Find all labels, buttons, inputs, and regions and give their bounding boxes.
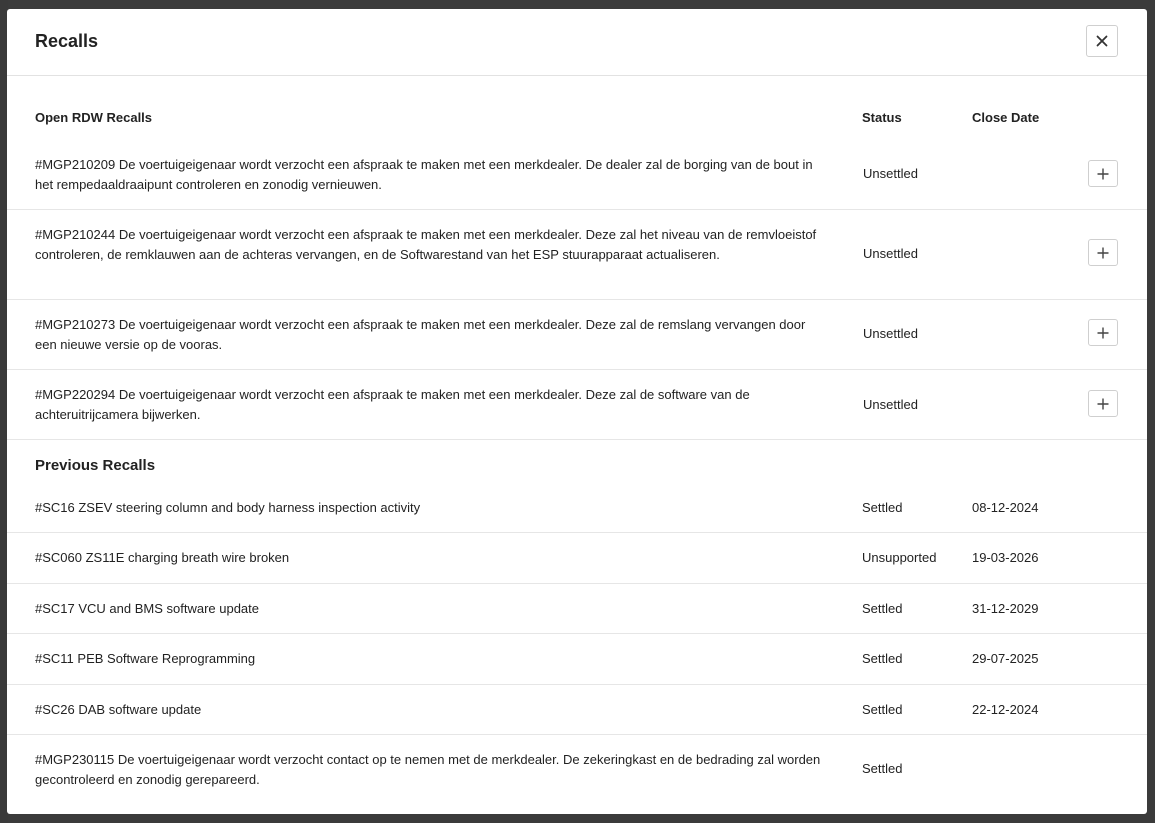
recall-status: Settled bbox=[862, 702, 903, 717]
recall-description: #MGP210209 De voertuigeigenaar wordt verzocht een afspraak te maken met een merkdealer. De dealer zal de borging van de bout in het rempedaaldraaipunt controleren en zonodig vernieuwen. bbox=[35, 157, 813, 192]
recall-description: #SC060 ZS11E charging breath wire broken bbox=[35, 550, 290, 565]
plus-icon bbox=[1097, 247, 1109, 259]
open-recall-row bbox=[7, 300, 1147, 370]
recall-close-date: 08-12-2024 bbox=[972, 500, 1039, 515]
recall-description: #MGP210273 De voertuigeigenaar wordt verzocht een afspraak te maken met een merkdealer. Deze zal de remslang vervangen door een nieuwe versie op de vooras. bbox=[35, 317, 806, 352]
add-recall-button[interactable] bbox=[1088, 390, 1118, 417]
recall-description: #SC11 PEB Software Reprogramming bbox=[35, 651, 256, 666]
recall-status: Unsettled bbox=[863, 246, 918, 261]
recall-description: #SC16 ZSEV steering column and body harness inspection activity bbox=[35, 500, 421, 515]
recall-status: Settled bbox=[862, 601, 903, 616]
open-recall-row bbox=[7, 145, 1147, 210]
recall-status: Unsettled bbox=[863, 326, 918, 341]
close-icon bbox=[1096, 35, 1108, 47]
previous-recall-row bbox=[7, 735, 1147, 805]
add-recall-button[interactable] bbox=[1088, 160, 1118, 187]
add-recall-button[interactable] bbox=[1088, 319, 1118, 346]
status-column-header: Status bbox=[862, 110, 902, 125]
open-recall-row bbox=[7, 210, 1147, 300]
recall-description: #SC17 VCU and BMS software update bbox=[35, 601, 260, 616]
add-recall-button[interactable] bbox=[1088, 239, 1118, 266]
previous-recall-row bbox=[7, 483, 1147, 533]
modal-header bbox=[7, 9, 1147, 76]
recall-status: Unsettled bbox=[863, 397, 918, 412]
recall-description: #MGP230115 De voertuigeigenaar wordt verzocht contact op te nemen met de merkdealer. De zekeringkast en de bedrading zal worden gecontroleerd en zonodig gerepareerd. bbox=[35, 752, 821, 787]
recall-status: Unsupported bbox=[862, 550, 937, 565]
open-recall-row bbox=[7, 370, 1147, 440]
previous-recall-row bbox=[7, 685, 1147, 735]
recall-description: #SC26 DAB software update bbox=[35, 702, 202, 717]
previous-recalls-heading: Previous Recalls bbox=[35, 457, 156, 474]
recall-close-date: 31-12-2029 bbox=[972, 601, 1039, 616]
open-recalls-heading: Open RDW Recalls bbox=[35, 110, 153, 125]
previous-recall-row bbox=[7, 584, 1147, 634]
recall-description: #MGP210244 De voertuigeigenaar wordt verzocht een afspraak te maken met een merkdealer. Deze zal het niveau van de remvloeistof controleren, de remklauwen aan de achteras vervangen, en de Softwarestand van het ESP stuurapparaat actualiseren. bbox=[35, 227, 817, 262]
recall-close-date: 22-12-2024 bbox=[972, 702, 1039, 717]
close-button[interactable] bbox=[1086, 25, 1118, 57]
recall-status: Unsettled bbox=[863, 166, 918, 181]
previous-recall-row bbox=[7, 634, 1147, 685]
recall-close-date: 19-03-2026 bbox=[972, 550, 1039, 565]
recalls-modal bbox=[7, 9, 1147, 814]
recall-close-date: 29-07-2025 bbox=[972, 651, 1039, 666]
recall-status: Settled bbox=[862, 500, 903, 515]
plus-icon bbox=[1097, 398, 1109, 410]
recall-description: #MGP220294 De voertuigeigenaar wordt verzocht een afspraak te maken met een merkdealer. Deze zal de software van de achteruitrijcamera bijwerken. bbox=[35, 387, 750, 422]
close-date-column-header: Close Date bbox=[972, 110, 1040, 125]
previous-recall-row bbox=[7, 533, 1147, 584]
recall-status: Settled bbox=[862, 651, 903, 666]
plus-icon bbox=[1097, 168, 1109, 180]
plus-icon bbox=[1097, 327, 1109, 339]
modal-title: Recalls bbox=[35, 31, 99, 51]
recall-status: Settled bbox=[862, 761, 903, 776]
